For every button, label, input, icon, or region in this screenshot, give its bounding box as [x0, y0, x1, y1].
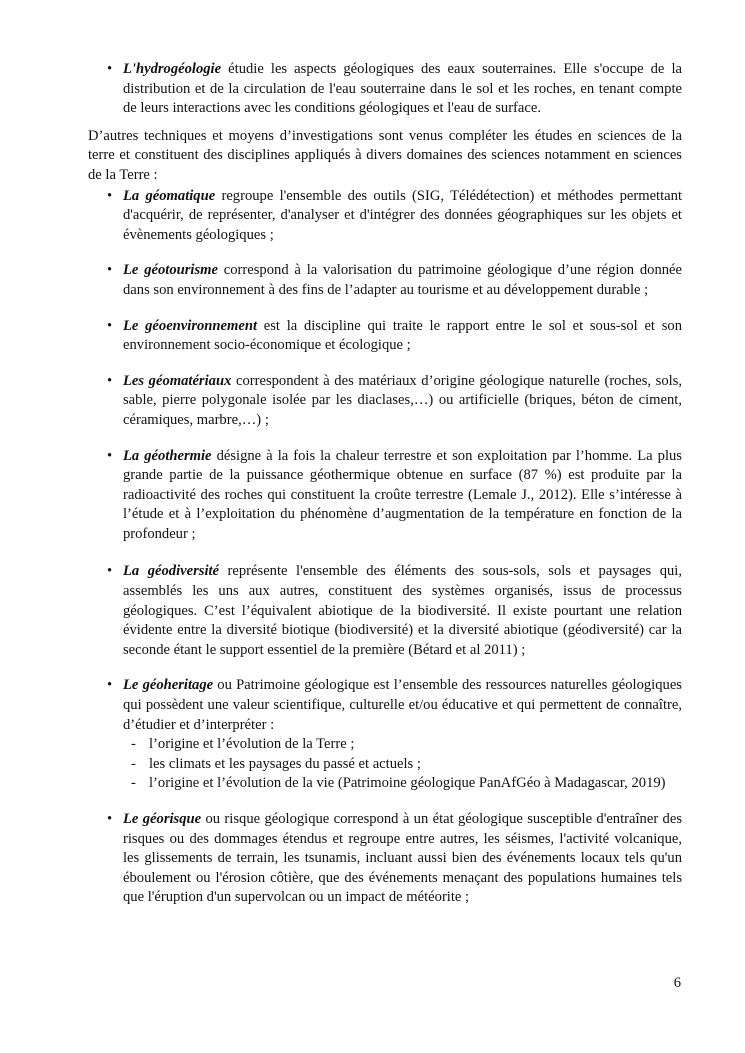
- definition-text: étudie les aspects géologiques des eaux souterraines. Elle s'occupe de la distribution et de la circulation de l'eau souterraine dans le sol et les roches, en tenant compte de leurs interactions avec les conditions géologiques et l'eau de surface.: [123, 61, 682, 117]
- dash-list-geoheritage: [123, 735, 682, 794]
- list-item-hydrogeologie: [88, 60, 682, 119]
- term-geomateriaux: Les géomatériaux: [123, 372, 232, 389]
- term-geoenvironnement: Le géoenvironnement: [123, 317, 258, 334]
- definition-text: correspond à la valorisation du patrimoine géologique d’une région donnée dans son environnement à des fins de l’adapter au tourisme et au développement durable ;: [123, 262, 683, 298]
- term-georisque: Le géorisque: [123, 811, 202, 827]
- list-item-geotourisme: [88, 261, 682, 300]
- term-geoheritage: Le géoheritage: [123, 677, 214, 694]
- document-page: [88, 60, 682, 922]
- definition-text: ou Patrimoine géologique est l’ensemble des ressources naturelles géologiques qui possèdent une valeur scientifique, culturelle et/ou éducative et qui permettent de connaître, d’étudier et d’interpréter :: [123, 677, 682, 733]
- definition-text: est la discipline qui traite le rapport entre le sol et sous-sol et son environnement socio-économique et écologique ;: [123, 317, 682, 354]
- bullet-list-disciplines: [88, 187, 682, 908]
- list-item-geoheritage: [88, 676, 682, 794]
- definition-text: représente l'ensemble des éléments des sous-sols, sols et paysages qui, assemblés les uns aux autres, constituent des systèmes organisés, issus de processus géologiques. C’est l’équivalent abiotique de la biodiversité. Il existe pourtant une relation évidente entre la diversité biotique (biodiversité) et la diversité abiotique (géodiversité) car la seconde étant le support essentiel de la première (Bétard et al 2011) ;: [123, 563, 683, 658]
- list-item-geothermie: [88, 447, 682, 545]
- term-hydrogeologie: L'hydrogéologie: [123, 61, 222, 77]
- definition-text: désigne à la fois la chaleur terrestre et son exploitation par l’homme. La plus grande partie de la puissance géothermique obtenue en surface (87 %) est produite par la radioactivité des roches qui constituent la croûte terrestre (Lemale J., 2012). Elle s’intéresse à l’étude et à l’exploitation du phénomène d’augmentation de la température en fonction de la profondeur ;: [123, 447, 682, 542]
- page-number: 6: [673, 975, 681, 991]
- list-item-geoenvironnement: [88, 317, 682, 356]
- definition-text: correspondent à des matériaux d’origine géologique naturelle (roches, sols, sable, pierre polygonale isolée par les diaclases,…) ou artificielle (briques, béton de ciment, céramiques, marbre,…) ;: [123, 372, 683, 428]
- term-geotourisme: Le géotourisme: [123, 262, 218, 279]
- list-item-geomatique: [88, 187, 682, 246]
- term-geodiversite: La géodiversité: [123, 563, 220, 580]
- bullet-list-top: [88, 60, 682, 119]
- definition-text: ou risque géologique correspond à un état géologique susceptible d'entraîner des risques ou des dommages étendus et regroupe entre autres, les séismes, l'activité volcanique, les glissements de terrain, les tsunamis, incluant aussi bien des événements locaux tels qu'un éboulement ou l'érosion côtière, que des événements menaçant des populations humaines tels que l'éruption d'un supervolcan ou un impact de météorite ;: [123, 811, 682, 906]
- term-geothermie: La géothermie: [123, 447, 212, 464]
- definition-text: regroupe l'ensemble des outils (SIG, Télédétection) et méthodes permettant d'acquérir, de représenter, d'analyser et d'intégrer des données géographiques sur les objets et évènements géologiques ;: [123, 187, 682, 243]
- list-item-geomateriaux: [88, 372, 682, 431]
- dash-item: - l’origine et l’évolution de la Terre ;: [123, 735, 682, 755]
- dash-item: - les climats et les paysages du passé et actuels ;: [123, 755, 682, 775]
- list-item-geodiversite: [88, 562, 682, 660]
- dash-item: - l’origine et l’évolution de la vie (Patrimoine géologique PanAfGéo à Madagascar, 2019): [123, 774, 682, 794]
- list-item-georisque: [88, 810, 682, 908]
- term-geomatique: La géomatique: [123, 187, 216, 204]
- intro-paragraph: D’autres techniques et moyens d’investigations sont venus compléter les études en sciences de la terre et constituent des disciplines appliqués à divers domaines des sciences notamment en sciences de la Terre :: [88, 127, 682, 183]
